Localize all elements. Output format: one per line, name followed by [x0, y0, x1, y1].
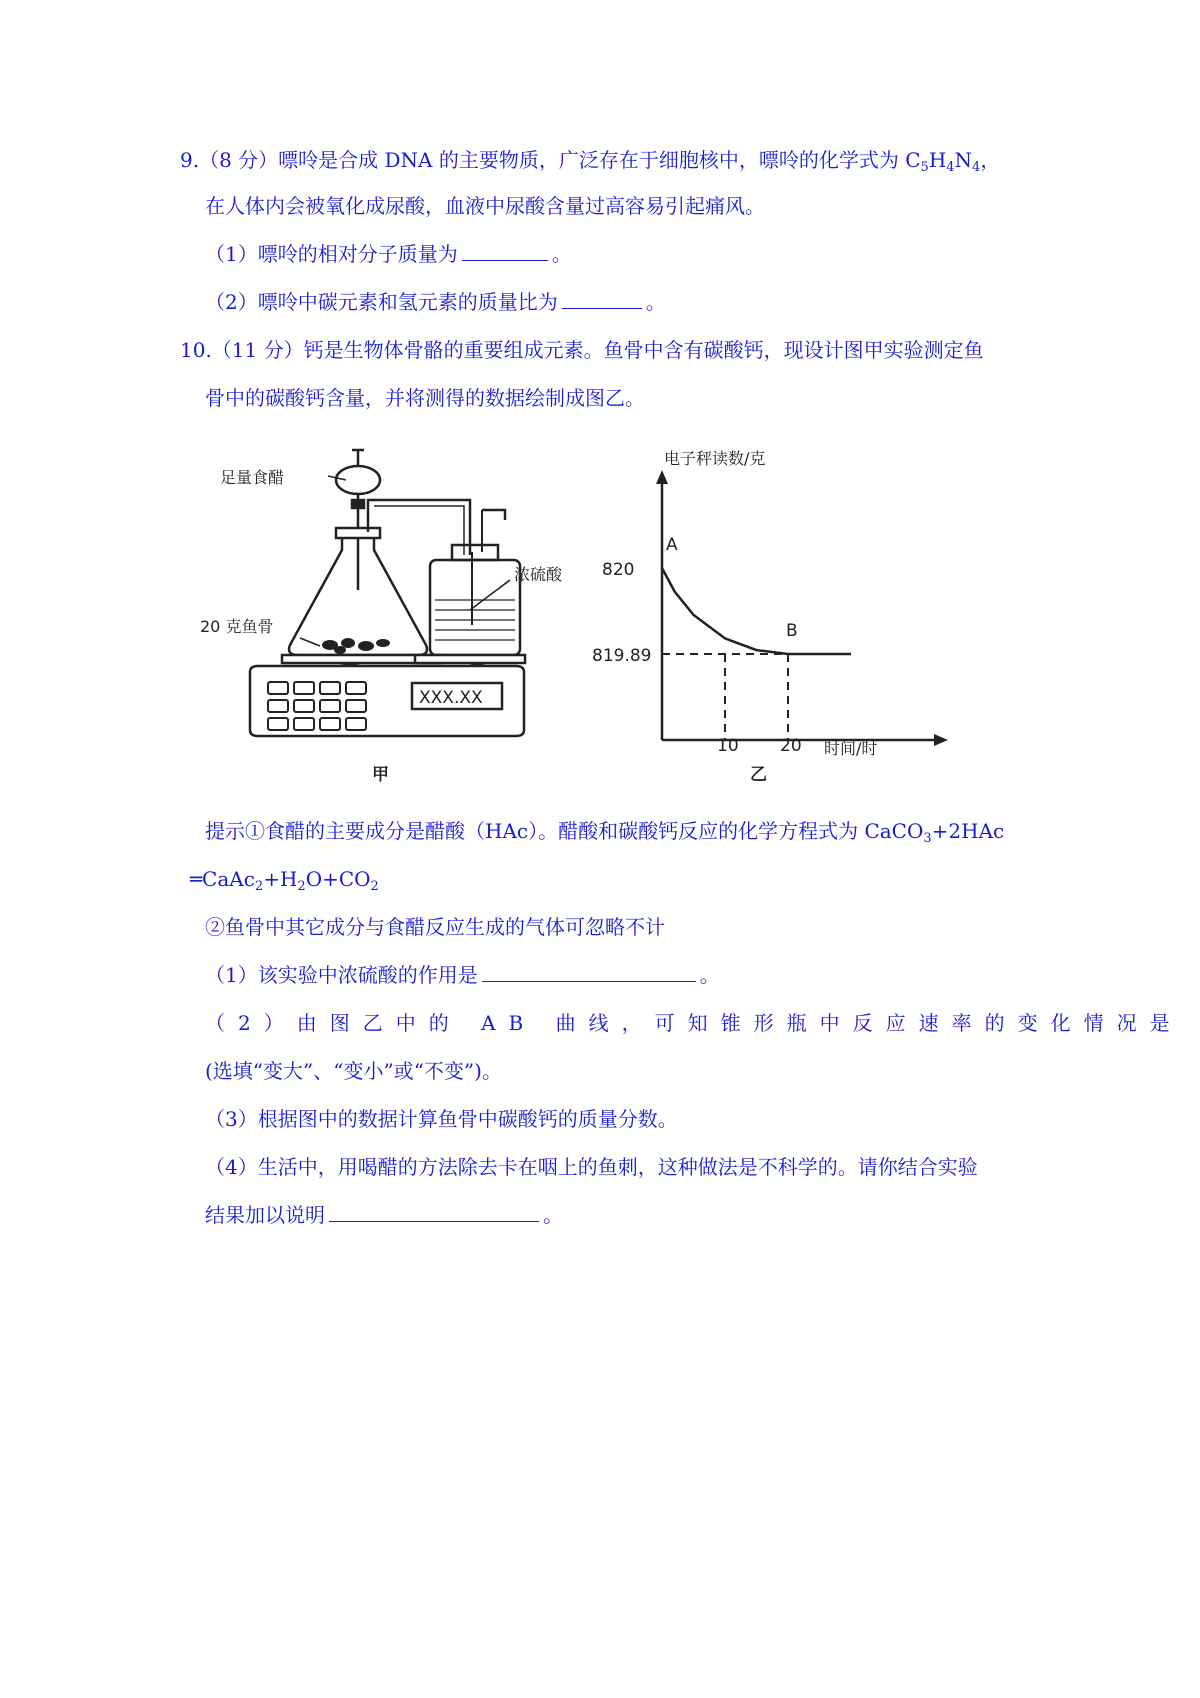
x-axis-arrow — [934, 734, 948, 746]
q10-part1: （1）该实验中浓硫酸的作用是 。 — [205, 963, 720, 987]
data-curve — [662, 568, 851, 654]
hint-line1: 提示①食醋的主要成分是醋酸（HAc）。醋酸和碳酸钙反应的化学方程式为 CaCO$_3$+2HAc — [205, 819, 1005, 846]
hint-line3: ②鱼骨中其它成分与食醋反应生成的气体可忽略不计 — [205, 915, 665, 939]
scale-display-text: XXX.XX — [419, 688, 483, 708]
q10-part2-options: (选填“变大”、“变小”或“不变”)。 — [205, 1059, 502, 1083]
apparatus-figure — [250, 450, 525, 736]
answer-blank[interactable] — [562, 290, 642, 309]
q9-line2: 在人体内会被氧化成尿酸，血液中尿酸含量过高容易引起痛风。 — [205, 194, 765, 218]
scale-keypad — [268, 682, 366, 730]
point-a-label: A — [666, 535, 678, 555]
q10-part2: （2）由图乙中的 AB 曲线，可知锥形瓶中反应速率的变化情况是 — [205, 1011, 1183, 1035]
q9-line1: 9.（8 分）嘌呤是合成 DNA 的主要物质，广泛存在于细胞核中，嘌呤的化学式为 $C_5H_4N_4$， — [180, 148, 1001, 175]
y-tick-label-819.89: 819.89 — [592, 646, 652, 666]
label-vinegar: 足量食醋 — [220, 468, 285, 487]
answer-blank[interactable] — [482, 963, 696, 982]
caption-jia: 甲 — [372, 765, 389, 785]
x-tick-label-20: 20 — [780, 736, 802, 756]
label-fish-bone: 20 克鱼骨 — [200, 617, 274, 636]
electronic-scale — [250, 666, 524, 736]
q10-part4-cont: 结果加以说明 。 — [205, 1203, 563, 1227]
mass-time-chart — [592, 449, 948, 785]
q10-part4: （4）生活中，用喝醋的方法除去卡在咽上的鱼刺，这种做法是不科学的。请你结合实验 — [205, 1155, 978, 1179]
y-axis-arrow — [656, 470, 668, 484]
y-tick-label-820: 820 — [602, 560, 635, 580]
wash-bottle — [430, 560, 520, 655]
figure-panel — [200, 440, 980, 790]
q10-line1: 10.（11 分）钙是生物体骨骼的重要组成元素。鱼骨中含有碳酸钙，现设计图甲实验测定鱼 — [180, 338, 984, 362]
y-axis-label: 电子秤读数/克 — [664, 449, 766, 468]
q10-part3: （3）根据图中的数据计算鱼骨中碳酸钙的质量分数。 — [205, 1107, 678, 1131]
hint-equation: $═CaAc_2+H_2O+CO_2$ — [190, 867, 379, 894]
caption-yi: 乙 — [750, 765, 767, 785]
q9-part1: （1）嘌呤的相对分子质量为 。 — [205, 242, 572, 266]
fish-bone-pieces — [322, 638, 390, 654]
point-b-label: B — [786, 621, 798, 641]
answer-blank[interactable] — [329, 1203, 539, 1222]
x-axis-label: 时间/时 — [824, 739, 878, 758]
q9-part2: （2）嘌呤中碳元素和氢元素的质量比为 。 — [205, 290, 666, 314]
x-tick-label-10: 10 — [717, 736, 739, 756]
label-sulfuric-acid: 浓硫酸 — [514, 565, 563, 584]
answer-blank[interactable] — [462, 242, 548, 261]
q10-line2: 骨中的碳酸钙含量，并将测得的数据绘制成图乙。 — [205, 386, 645, 410]
